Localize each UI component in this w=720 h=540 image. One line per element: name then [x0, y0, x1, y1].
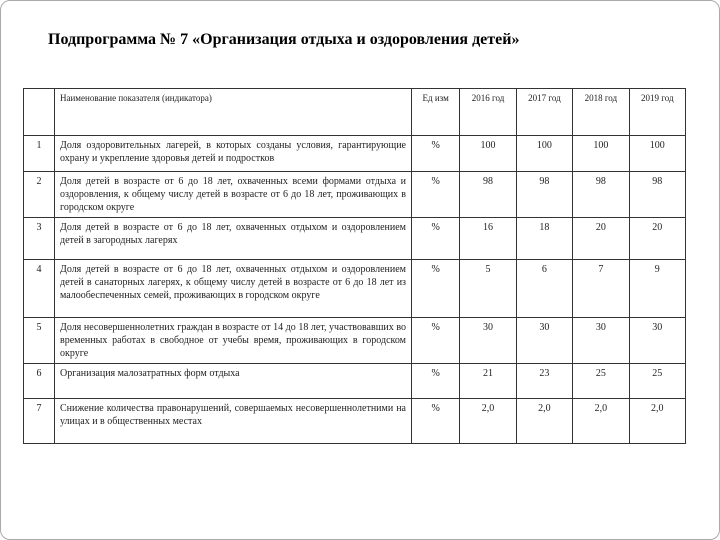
unit: % [412, 364, 460, 399]
year-value: 2,0 [516, 399, 572, 444]
table-row [24, 318, 686, 364]
indicator-name: Доля детей в возрасте от 6 до 18 лет, охваченных всеми формами отдыха и оздоровления, к общему числу детей в возрасте от 6 до 18 лет, проживающих в городском округе [55, 172, 412, 218]
year-value: 98 [573, 172, 629, 218]
year-value: 98 [460, 172, 516, 218]
slide-title: Подпрограмма № 7 «Организация отдыха и оздоровления детей» [48, 31, 520, 48]
year-value: 30 [629, 318, 685, 364]
unit: % [412, 136, 460, 172]
indicator-name: Доля несовершеннолетних граждан в возрасте от 14 до 18 лет, участвовавших во временных работах в свободное от учебы время, проживающих в городском округе [55, 318, 412, 364]
indicator-name: Снижение количества правонарушений, совершаемых несовершеннолетними на улицах и в общественных местах [55, 399, 412, 444]
year-value: 2,0 [573, 399, 629, 444]
year-value: 30 [516, 318, 572, 364]
unit: % [412, 399, 460, 444]
row-number: 4 [24, 260, 55, 318]
year-value: 6 [516, 260, 572, 318]
indicator-name: Доля детей в возрасте от 6 до 18 лет, охваченных отдыхом и оздоровлением детей в санаторных лагерях, к общему числу детей в возрасте от 6 до 18 лет из малообеспеченных семей, проживающих в городском округе [55, 260, 412, 318]
year-value: 2,0 [460, 399, 516, 444]
year-value: 7 [573, 260, 629, 318]
table-row [24, 399, 686, 444]
year-value: 100 [460, 136, 516, 172]
row-number: 5 [24, 318, 55, 364]
year-value: 30 [573, 318, 629, 364]
table-row [24, 136, 686, 172]
row-number: 2 [24, 172, 55, 218]
year-value: 100 [629, 136, 685, 172]
year-value: 30 [460, 318, 516, 364]
row-number: 7 [24, 399, 55, 444]
indicators-table [23, 88, 686, 444]
header-cell: 2018 год [573, 89, 629, 136]
year-value: 20 [573, 218, 629, 260]
year-value: 9 [629, 260, 685, 318]
row-number: 1 [24, 136, 55, 172]
header-cell: 2016 год [460, 89, 516, 136]
header-cell: Ед изм [412, 89, 460, 136]
unit: % [412, 172, 460, 218]
header-cell: 2017 год [516, 89, 572, 136]
header-cell: 2019 год [629, 89, 685, 136]
indicator-name: Доля детей в возрасте от 6 до 18 лет, охваченных отдыхом и оздоровлением детей в загородных лагерях [55, 218, 412, 260]
year-value: 25 [629, 364, 685, 399]
table-row [24, 260, 686, 318]
indicator-name: Организация малозатратных форм отдыха [55, 364, 412, 399]
table-row [24, 364, 686, 399]
header-cell [24, 89, 55, 136]
year-value: 2,0 [629, 399, 685, 444]
table-row [24, 218, 686, 260]
year-value: 23 [516, 364, 572, 399]
year-value: 5 [460, 260, 516, 318]
table-header-row [24, 89, 686, 136]
year-value: 18 [516, 218, 572, 260]
year-value: 16 [460, 218, 516, 260]
header-cell: Наименование показателя (индикатора) [55, 89, 412, 136]
unit: % [412, 260, 460, 318]
year-value: 20 [629, 218, 685, 260]
year-value: 98 [516, 172, 572, 218]
year-value: 100 [516, 136, 572, 172]
row-number: 6 [24, 364, 55, 399]
year-value: 98 [629, 172, 685, 218]
row-number: 3 [24, 218, 55, 260]
indicator-name: Доля оздоровительных лагерей, в которых созданы условия, гарантирующие охрану и укрепление здоровья детей и подростков [55, 136, 412, 172]
year-value: 25 [573, 364, 629, 399]
table-row [24, 172, 686, 218]
year-value: 21 [460, 364, 516, 399]
year-value: 100 [573, 136, 629, 172]
unit: % [412, 218, 460, 260]
unit: % [412, 318, 460, 364]
